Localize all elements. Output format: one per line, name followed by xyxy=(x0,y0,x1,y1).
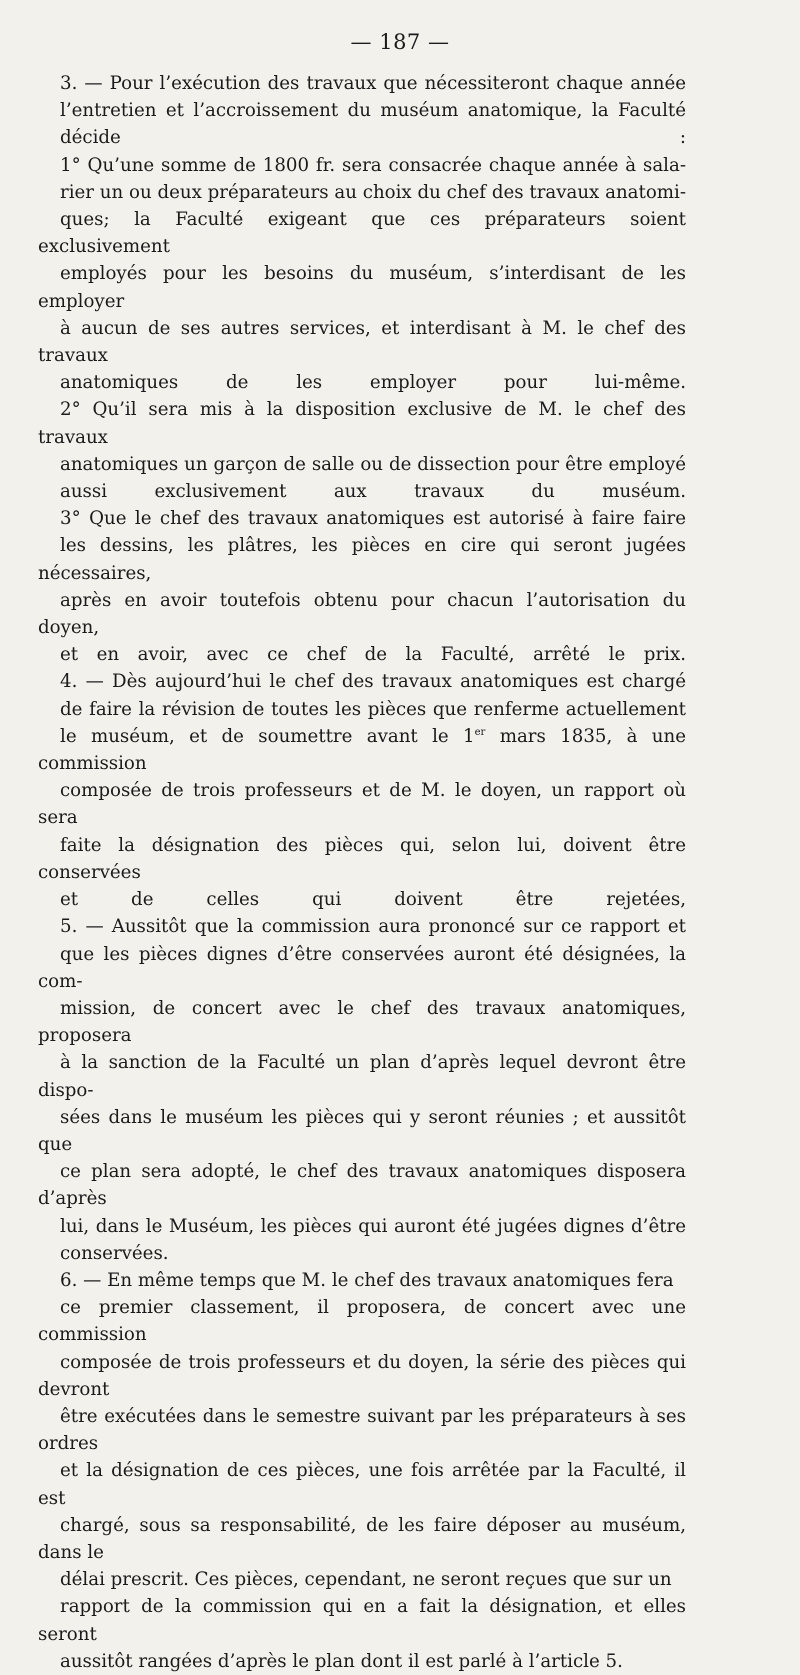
text-line: l’entretien et l’accroissement du muséum anatomique, la Faculté xyxy=(60,100,686,122)
text-line: à aucun de ses autres services, et interdisant à M. le chef des travaux xyxy=(38,317,686,367)
text-line: les dessins, les plâtres, les pièces en cire qui seront jugées nécessaires, xyxy=(38,535,686,584)
text-line: 5. — Aussitôt que la commission aura prononcé sur ce rapport et xyxy=(60,916,686,938)
paragraph-article-6 xyxy=(38,1267,686,1675)
text-line: et de celles qui doivent être rejetées, xyxy=(60,889,686,911)
text-line: être exécutées dans le semestre suivant par les préparateurs à ses ordres xyxy=(38,1405,686,1455)
text-line: ce plan sera adopté, le chef des travaux anatomiques disposera d’après xyxy=(38,1161,686,1210)
text-line: faite la désignation des pièces qui, selon lui, doivent être conservées xyxy=(38,834,686,883)
text-line: mission, de concert avec le chef des travaux anatomiques, proposera xyxy=(38,997,686,1047)
text-line: employés pour les besoins du muséum, s’interdisant de les employer xyxy=(38,263,686,312)
paragraph-article-4 xyxy=(38,668,686,913)
text-line: lui, dans le Muséum, les pièces qui auront été jugées dignes d’être xyxy=(60,1215,686,1237)
paragraph-article-3-item-1 xyxy=(38,152,686,397)
text-line: rapport de la commission qui en a fait la désignation, et elles seront xyxy=(38,1596,686,1645)
text-line: 3. — Pour l’exécution des travaux que nécessiteront chaque année xyxy=(60,73,686,94)
text-line: conservées. xyxy=(60,1242,169,1264)
text-line: anatomiques de les employer pour lui-même. xyxy=(60,372,686,394)
text-line: 6. — En même temps que M. le chef des travaux anatomiques fera xyxy=(60,1269,674,1291)
text-line: et en avoir, avec ce chef de la Faculté, arrêté le prix. xyxy=(60,644,686,666)
text-line: anatomiques un garçon de salle ou de dissection pour être employé xyxy=(60,453,686,475)
text-line: aussitôt rangées d’après le plan dont il est parlé à l’article 5. xyxy=(60,1650,623,1672)
text-line: 4. — Dès aujourd’hui le chef des travaux anatomiques est chargé xyxy=(60,671,686,693)
text-line: ques; la Faculté exigeant que ces préparateurs soient exclusivement xyxy=(38,209,686,258)
text-line: de faire la révision de toutes les pièces que renferme actuellement xyxy=(60,698,686,720)
paragraph-article-3-item-3 xyxy=(38,505,686,668)
text-line: que les pièces dignes d’être conservées auront été désignées, la com- xyxy=(38,943,686,992)
text-line: sées dans le muséum les pièces qui y seront réunies ; et aussitôt que xyxy=(38,1106,686,1155)
text-line: décide : xyxy=(60,127,686,149)
text-line: le muséum, et de soumettre avant le 1er mars 1835, à une commission xyxy=(38,725,687,775)
text-line: après en avoir toutefois obtenu pour chacun l’autorisation du doyen, xyxy=(38,589,686,639)
text-line: et la désignation de ces pièces, une fois arrêtée par la Faculté, il est xyxy=(38,1460,686,1509)
text-line: composée de trois professeurs et de M. le doyen, un rapport où sera xyxy=(38,780,686,829)
text-line: 3° Que le chef des travaux anatomiques est autorisé à faire faire xyxy=(60,508,686,530)
text-line: ce premier classement, il proposera, de concert avec une commission xyxy=(38,1297,686,1346)
text-line: 1° Qu’une somme de 1800 fr. sera consacrée chaque année à sala- xyxy=(60,154,686,176)
text-line: délai prescrit. Ces pièces, cependant, ne seront reçues que sur un xyxy=(60,1569,672,1591)
page-body xyxy=(38,70,686,1675)
text-line: composée de trois professeurs et du doyen, la série des pièces qui devront xyxy=(38,1351,686,1400)
text-line: rier un ou deux préparateurs au choix du chef des travaux anatomi- xyxy=(60,181,686,203)
text-line: à la sanction de la Faculté un plan d’après lequel devront être dispo- xyxy=(38,1052,686,1101)
paragraph-article-5 xyxy=(38,913,686,1267)
page-number: — 187 — xyxy=(350,30,450,54)
text-line: 2° Qu’il sera mis à la disposition exclusive de M. le chef des travaux xyxy=(38,399,686,448)
text-line: aussi exclusivement aux travaux du muséum. xyxy=(60,481,686,503)
text-line: chargé, sous sa responsabilité, de les faire déposer au muséum, dans le xyxy=(38,1514,686,1563)
paragraph-article-3 xyxy=(38,70,686,152)
paragraph-article-3-item-2 xyxy=(38,396,686,505)
